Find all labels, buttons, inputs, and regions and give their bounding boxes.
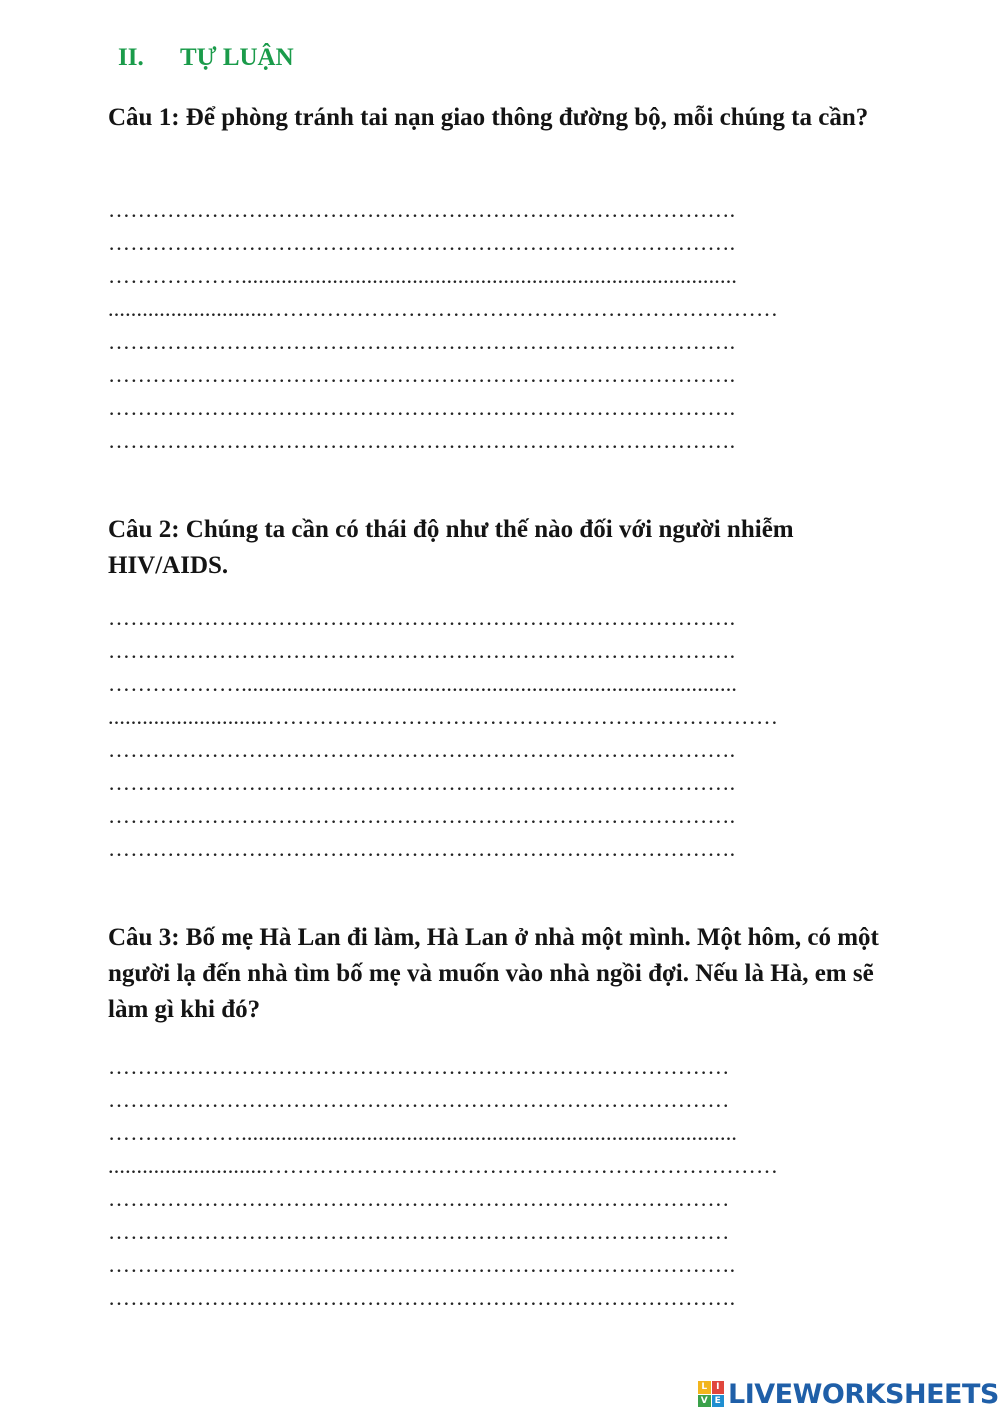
liveworksheets-logo — [698, 1376, 999, 1412]
section-number: II. — [118, 44, 144, 71]
liveworksheets-logo-text: LIVEWORKSHEETS — [728, 1378, 999, 1410]
answer-line[interactable]: …………………………………………………………………………. — [108, 638, 736, 663]
answer-line[interactable]: …………………………………………………………………………. — [108, 737, 736, 762]
answer-line[interactable]: ………………....................................................................................... — [108, 671, 738, 696]
liveworksheets-logo-icon: L I V E — [698, 1381, 724, 1407]
question-2-text: Chúng ta cần có thái độ như thế nào đối với người nhiễm HIV/AIDS. — [108, 516, 794, 579]
answer-line[interactable]: …………………………………………………………………………. — [108, 803, 736, 828]
question-1 — [108, 100, 898, 136]
answer-line[interactable]: ………………………………………………………………………… — [108, 1054, 730, 1079]
answer-line[interactable]: …………………………………………………………………………. — [108, 1285, 736, 1310]
answer-area-3[interactable] — [108, 1050, 898, 1314]
question-3-label: Câu 3: — [108, 924, 180, 951]
answer-line[interactable]: …………………………………………………………………………. — [108, 770, 736, 795]
answer-line[interactable]: ………………....................................................................................... — [108, 1120, 738, 1145]
question-1-label: Câu 1: — [108, 104, 180, 131]
answer-line[interactable]: …………………………………………………………………………. — [108, 605, 736, 630]
answer-line[interactable]: ............................…………………………………………………………… — [108, 1153, 779, 1178]
answer-line[interactable]: …………………………………………………………………………. — [108, 836, 736, 861]
question-2 — [108, 512, 898, 584]
answer-area-1[interactable] — [108, 193, 898, 457]
answer-line[interactable]: ………………………………………………………………………… — [108, 1219, 730, 1244]
answer-line[interactable]: …………………………………………………………………………. — [108, 428, 736, 453]
section-title: TỰ LUẬN — [180, 44, 294, 71]
question-3-text: Bố mẹ Hà Lan đi làm, Hà Lan ở nhà một mình. Một hôm, có một người lạ đến nhà tìm bố mẹ và muốn vào nhà ngồi đợi. Nếu là Hà, em sẽ làm gì khi đó? — [108, 924, 879, 1023]
answer-line[interactable]: ………………………………………………………………………… — [108, 1087, 730, 1112]
answer-line[interactable]: ………………………………………………………………………… — [108, 1186, 730, 1211]
answer-line[interactable]: ………………....................................................................................... — [108, 263, 738, 288]
answer-line[interactable]: …………………………………………………………………………. — [108, 329, 736, 354]
answer-line[interactable]: ............................…………………………………………………………… — [108, 704, 779, 729]
answer-line[interactable]: ............................…………………………………………………………… — [108, 296, 779, 321]
answer-line[interactable]: …………………………………………………………………………. — [108, 197, 736, 222]
answer-line[interactable]: …………………………………………………………………………. — [108, 362, 736, 387]
answer-line[interactable]: …………………………………………………………………………. — [108, 395, 736, 420]
question-3 — [108, 920, 898, 1028]
answer-line[interactable]: …………………………………………………………………………. — [108, 230, 736, 255]
section-heading — [118, 44, 294, 72]
question-1-text: Để phòng tránh tai nạn giao thông đường bộ, mỗi chúng ta cần? — [185, 104, 869, 131]
question-2-label: Câu 2: — [108, 516, 180, 543]
answer-line[interactable]: …………………………………………………………………………. — [108, 1252, 736, 1277]
answer-area-2[interactable] — [108, 601, 898, 865]
